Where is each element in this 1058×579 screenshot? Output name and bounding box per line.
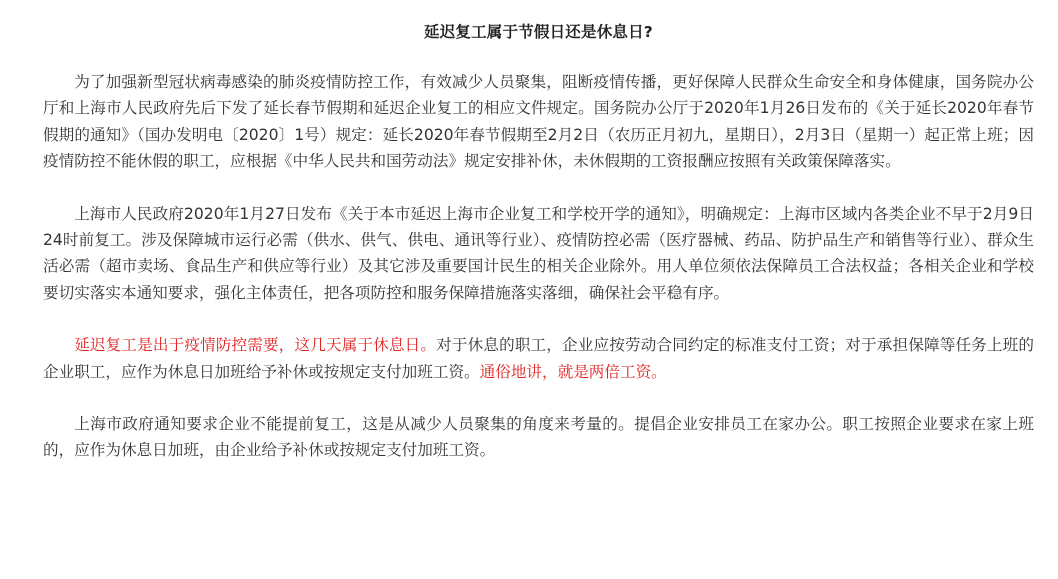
article-paragraph-1 xyxy=(43,69,1034,175)
article-paragraph-4 xyxy=(43,411,1034,464)
article-title: 延迟复工属于节假日还是休息日? xyxy=(424,23,653,41)
article-paragraph-3 xyxy=(43,332,1034,385)
paragraph-text: 对于休息的职工，企业应按劳动合同约定的标准支付工资；对于承担保障等任务上班的企业职工，应作为休息日加班给予补休或按规定支付加班工资。 xyxy=(43,336,1034,381)
paragraph-text: 上海市人民政府2020年1月27日发布《关于本市延迟上海市企业复工和学校开学的通知》，明确规定：上海市区域内各类企业不早于2月9日24时前复工。涉及保障城市运行必需（供水、供气、供电、通讯等行业）、疫情防控必需（医疗器械、药品、防护品生产和销售等行业）、群众生活必需（超市卖场、食品生产和供应等行业）及其它涉及重要国计民生的相关企业除外。用人单位须依法保障员工合法权益；各相关企业和学校要切实落实本通知要求，强化主体责任，把各项防控和服务保障措施落实落细，确保社会平稳有序。 xyxy=(43,204,1034,302)
highlighted-text: 延迟复工是出于疫情防控需要，这几天属于休息日。 xyxy=(74,336,437,355)
paragraph-text: 为了加强新型冠状病毒感染的肺炎疫情防控工作，有效减少人员聚集，阻断疫情传播，更好保障人民群众生命安全和身体健康，国务院办公厅和上海市人民政府先后下发了延长春节假期和延迟企业复工的相应文件规定。国务院办公厅于2020年1月26日发布的《关于延长2020年春节假期的通知》（国办发明电〔2020〕1号）规定：延长2020年春节假期至2月2日（农历正月初九，星期日），2月3日（星期一）起正常上班；因疫情防控不能休假的职工，应根据《中华人民共和国劳动法》规定安排补休，未休假期的工资报酬应按照有关政策保障落实。 xyxy=(43,73,1034,171)
highlighted-text: 通俗地讲，就是两倍工资。 xyxy=(479,362,667,381)
article-paragraph-2 xyxy=(43,201,1034,307)
paragraph-text: 上海市政府通知要求企业不能提前复工，这是从减少人员聚集的角度来考量的。提倡企业安排员工在家办公。职工按照企业要求在家上班的，应作为休息日加班，由企业给予补休或按规定支付加班工资。 xyxy=(43,415,1034,460)
